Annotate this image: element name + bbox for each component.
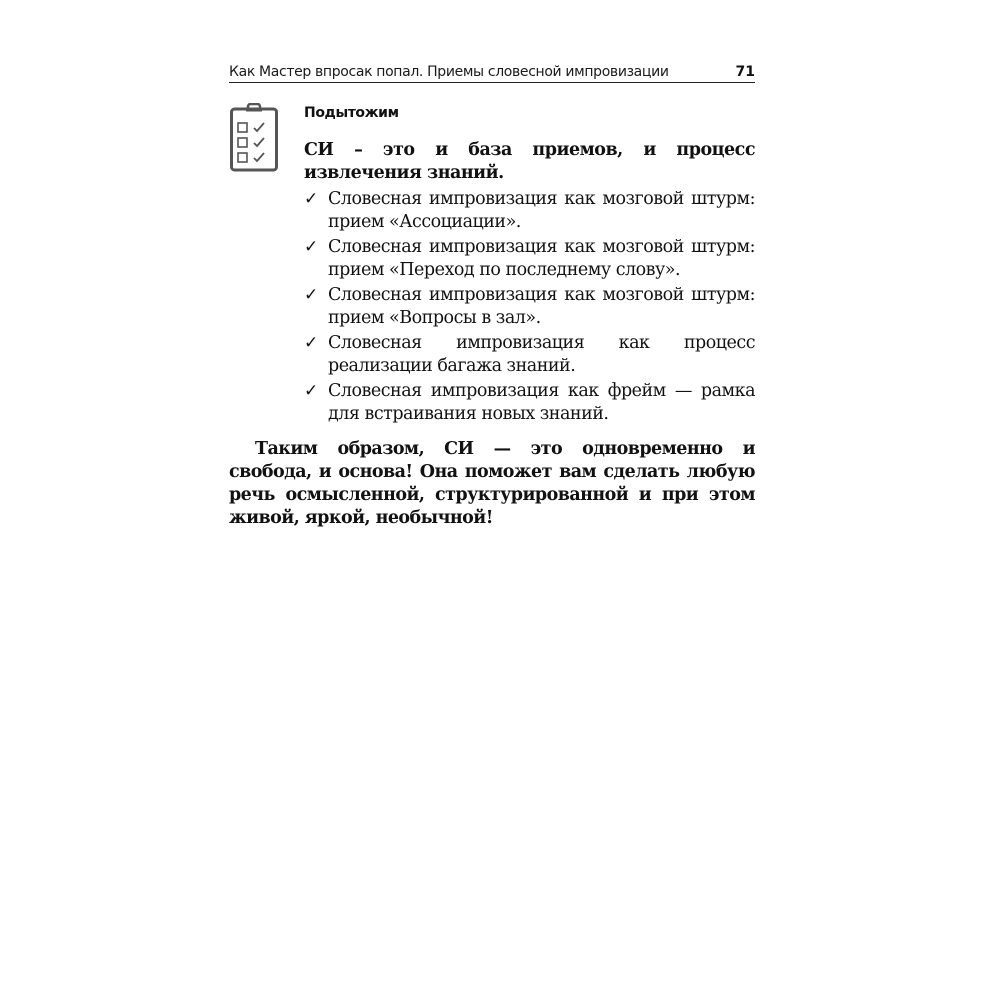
- running-header: [229, 58, 755, 83]
- summary-heading: Подытожим: [304, 105, 399, 121]
- book-page: [229, 58, 755, 548]
- check-mark-icon: ✓: [304, 333, 319, 353]
- check-mark-icon: ✓: [304, 285, 319, 305]
- checklist-item: [304, 236, 755, 282]
- checklist-item-text: Словесная импровизация как мозговой штурм: прием «Ассоциации».: [328, 189, 755, 232]
- checklist-item-text: Словесная импровизация как фрейм — рамка для встраивания новых знаний.: [328, 381, 755, 424]
- checklist-item: [304, 380, 755, 426]
- checklist-item-text: Словесная импровизация как мозговой штурм: прием «Вопросы в зал».: [328, 285, 755, 328]
- running-header-title: Как Мастер впросак попал. Приемы словесной импровизации: [229, 64, 669, 80]
- checklist-item-text: Словесная импровизация как мозговой штурм: прием «Переход по последнему слову».: [328, 237, 755, 280]
- check-mark-icon: ✓: [304, 381, 319, 401]
- checklist-item-text: Словесная импровизация как процесс реализации багажа знаний.: [328, 333, 755, 376]
- clipboard-checklist-icon: [229, 103, 279, 173]
- summary-content: [304, 103, 755, 426]
- check-mark-icon: ✓: [304, 189, 319, 209]
- checklist-item: [304, 188, 755, 234]
- checklist-item: [304, 332, 755, 378]
- summary-checklist: [304, 188, 755, 426]
- summary-block: [229, 103, 755, 426]
- summary-lead: СИ – это и база приемов, и процесс извлечения знаний.: [304, 140, 755, 183]
- check-mark-icon: ✓: [304, 237, 319, 257]
- conclusion-paragraph: Таким образом, СИ — это одновременно и свобода, и основа! Она поможет вам сделать любую речь осмысленной, структурированной и при этом живой, яркой, необычной!: [229, 439, 755, 528]
- checklist-item: [304, 284, 755, 330]
- page-number: 71: [735, 64, 755, 80]
